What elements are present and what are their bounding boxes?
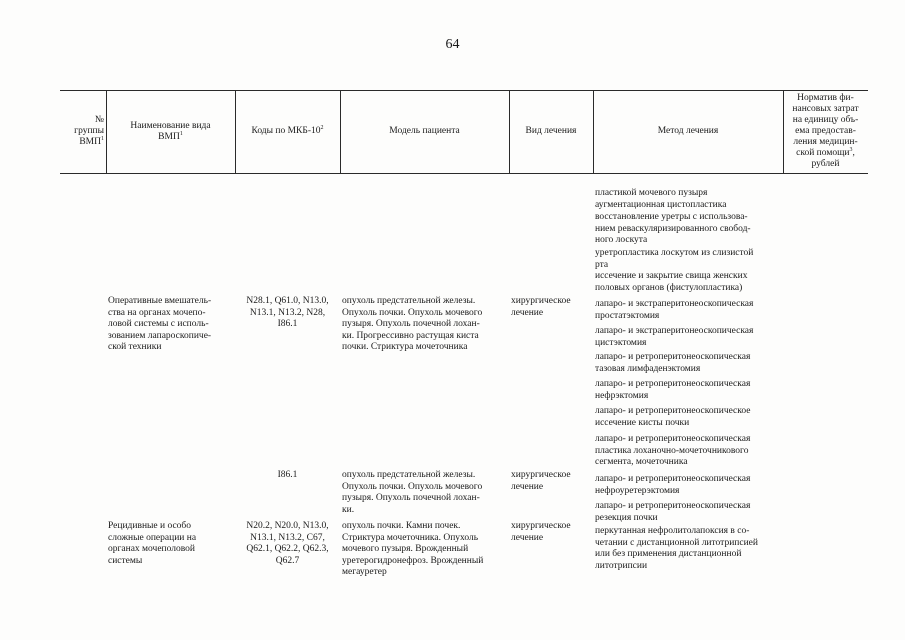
method-item: лапаро- и экстраперитонеоскопическая цистэктомия <box>595 326 754 348</box>
header-col-patient-model: Модель пациента <box>389 126 460 136</box>
treatment-type: хирургическое лечение <box>511 296 571 318</box>
method-item: перкутанная нефролитолапоксия в со- четании с дистанционной литотрипсией или без применения дистанционной литотрипсии <box>595 526 758 571</box>
method-item: аугментационная цистопластика <box>595 200 727 210</box>
method-item: восстановление уретры с использова- нием реваскуляризированного свобод- ного лоскута <box>595 212 751 245</box>
patient-model: опухоль предстательной железы. Опухоль почки. Опухоль мочевого пузыря. Опухоль почечной лохан- ки. Прогрессивно растущая киста почки. Стриктура мочеточника <box>342 296 483 352</box>
method-item: лапаро- и экстраперитонеоскопическая простатэктомия <box>595 299 754 321</box>
header-col-cost-norm: Норматив фи- нансовых затрат на единицу объ- ема предостав- ления медицин- ской помощи$^3$, рублей <box>792 93 859 169</box>
patient-model: опухоль почки. Камни почек. Стриктура мочеточника. Опухоль мочевого пузыря. Врожденный уретерогидронефроз. Врожденный мегауретер <box>342 521 484 577</box>
header-col-treatment-type: Вид лечения <box>525 126 577 136</box>
header-bottom-rule <box>60 173 868 174</box>
treatment-type: хирургическое лечение <box>511 521 571 543</box>
header-col-group-no: № группы ВМП$^1$ <box>74 115 104 147</box>
method-item: пластикой мочевого пузыря <box>595 188 708 198</box>
method-item: лапаро- и ретроперитонеоскопическая нефроуретерэктомия <box>595 474 751 496</box>
method-item: уретропластика лоскутом из слизистой рта <box>595 248 754 270</box>
method-item: лапаро- и ретроперитонеоскопическая нефрэктомия <box>595 379 751 401</box>
header-col-icd-codes: Коды по МКБ-$10^2$ <box>251 124 324 136</box>
vmp-name: Оперативные вмешатель- ства на органах мочепо- ловой системы с исполь- зованием лапароскопиче- ской техники <box>108 296 212 352</box>
icd-codes: N20.2, N20.0, N13.0, N13.1, N13.2, C67, Q62.1, Q62.2, Q62.3, Q62.7 <box>246 521 329 566</box>
method-item: иссечение и закрытие свища женских половых органов (фистулопластика) <box>595 271 748 293</box>
method-item: лапаро- и ретроперитонеоскопическая резекция почки <box>595 501 751 523</box>
method-item: лапаро- и ретроперитонеоскопическая пластика лоханочно-мочеточникового сегмента, мочеточника <box>595 434 751 467</box>
header-col-vmp-name: Наименование вида ВМП$^1$ <box>130 120 211 142</box>
icd-codes: I86.1 <box>277 470 298 480</box>
patient-model: опухоль предстательной железы. Опухоль почки. Опухоль мочевого пузыря. Опухоль почечной лохан- ки. <box>342 470 483 515</box>
method-item: лапаро- и ретроперитонеоскопическая тазовая лимфаденэктомия <box>595 352 751 374</box>
page-number: 64 <box>445 37 460 52</box>
header-col-treatment-method: Метод лечения <box>657 126 719 136</box>
icd-codes: N28.1, Q61.0, N13.0, N13.1, N13.2, N28, I86.1 <box>246 296 329 329</box>
vmp-name: Рецидивные и особо сложные операции на органах мочеполовой системы <box>108 521 197 566</box>
method-item: лапаро- и ретроперитонеоскопическое иссечение кисты почки <box>595 406 751 428</box>
treatment-type: хирургическое лечение <box>511 470 571 492</box>
